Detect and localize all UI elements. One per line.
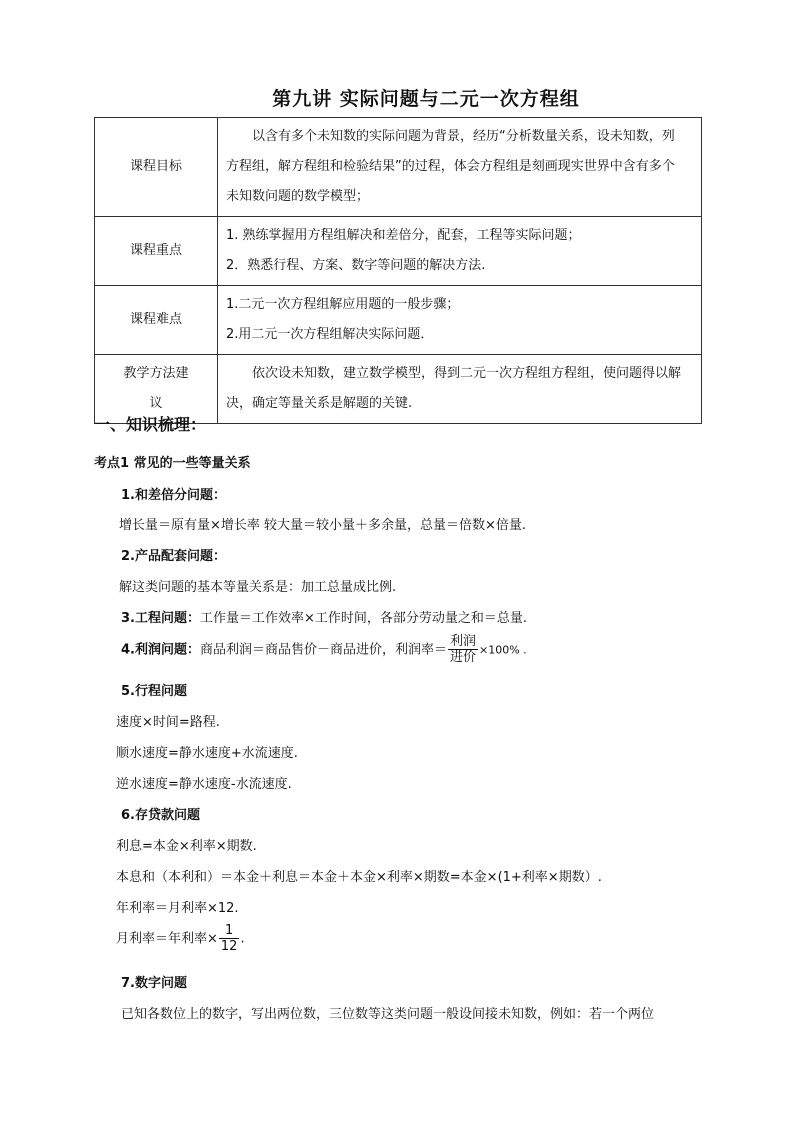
item-text-tail: . [240, 931, 245, 947]
item-line [116, 923, 245, 955]
course-info-table [94, 117, 702, 424]
fraction [448, 634, 478, 666]
item-text: 顺水速度=静水速度+水流速度. [116, 746, 298, 761]
text-line: 2.用二元一次方程组解决实际问题． [226, 327, 434, 342]
topic-heading: 考点1 常见的一些等量关系 [94, 456, 251, 471]
item-heading: 2.产品配套问题： [121, 549, 226, 564]
fraction-numerator: 1 [219, 923, 240, 939]
fraction [219, 923, 240, 955]
item-text: 商品利润＝商品售价－商品进价，利润率＝ [199, 642, 447, 658]
fraction-denominator: 进价 [450, 650, 477, 665]
text-line: 方程组，解方程组和检验结果”的过程，体会方程组是刻画现实世界中含有多个 [226, 159, 675, 174]
page-title: 第九讲 实际问题与二元一次方程组 [272, 88, 580, 110]
section-heading: 一、知识梳理： [94, 415, 207, 434]
text-line: 2．熟悉行程、方案、数字等问题的解决方法. [226, 258, 486, 273]
item-text: 速度×时间=路程. [116, 715, 220, 730]
text-line: 依次设未知数，建立数学模型，得到二元一次方程组方程组，使问题得以解 [252, 366, 682, 381]
label-line: 议 [149, 396, 163, 411]
text-line: 1.二元一次方程组解应用题的一般步骤； [226, 297, 460, 312]
table-row [95, 286, 702, 355]
text-line: 决，确定等量关系是解题的关键. [226, 396, 413, 411]
item-text-tail: ×100% . [479, 643, 527, 657]
text-line: 1. 熟练掌握用方程组解决和差倍分，配套，工程等实际问题； [226, 228, 581, 243]
row-content [218, 355, 702, 424]
row-label: 课程重点 [95, 217, 218, 286]
text-line: 以含有多个未知数的实际问题为背景，经历“分析数量关系，设未知数，列 [252, 129, 675, 144]
table-row [95, 118, 702, 217]
item-text: 年利率＝月利率×12. [116, 901, 239, 916]
row-label: 课程难点 [95, 286, 218, 355]
label-line: 教学方法建 [123, 366, 189, 381]
item-text: 解这类问题的基本等量关系是：加工总量成比例. [119, 580, 397, 595]
item-heading: 6.存贷款问题 [121, 808, 200, 823]
item-text: 工作量＝工作效率×工作时间，各部分劳动量之和＝总量. [199, 611, 528, 626]
item-heading: 1.和差倍分问题： [121, 488, 226, 503]
item-line [121, 607, 527, 626]
item-text: 本息和（本利和）＝本金＋利息＝本金＋本金×利率×期数=本金×(1+利率×期数）. [116, 870, 602, 885]
item-heading: 3.工程问题： [121, 611, 200, 626]
fraction-numerator: 利润 [450, 634, 477, 649]
row-content [218, 118, 702, 217]
item-line [121, 634, 527, 666]
item-text: 已知各数位上的数字，写出两位数，三位数等这类问题一般设间接未知数，例如：若一个两位 [121, 1007, 655, 1022]
item-text: 利息=本金×利率×期数. [116, 839, 257, 854]
table-row [95, 217, 702, 286]
row-label: 课程目标 [95, 118, 218, 217]
item-text: 增长量＝原有量×增长率 较大量＝较小量＋多余量，总量＝倍数×倍量. [119, 518, 527, 533]
text-line: 未知数问题的数学模型； [226, 189, 370, 204]
row-content [218, 217, 702, 286]
item-text: 月利率＝年利率× [116, 931, 218, 947]
item-text: 逆水速度=静水速度-水流速度. [116, 777, 292, 792]
item-heading: 7.数字问题 [121, 976, 187, 991]
item-heading: 5.行程问题 [121, 684, 187, 699]
row-content [218, 286, 702, 355]
item-heading: 4.利润问题： [121, 642, 200, 658]
fraction-denominator: 12 [220, 939, 238, 954]
